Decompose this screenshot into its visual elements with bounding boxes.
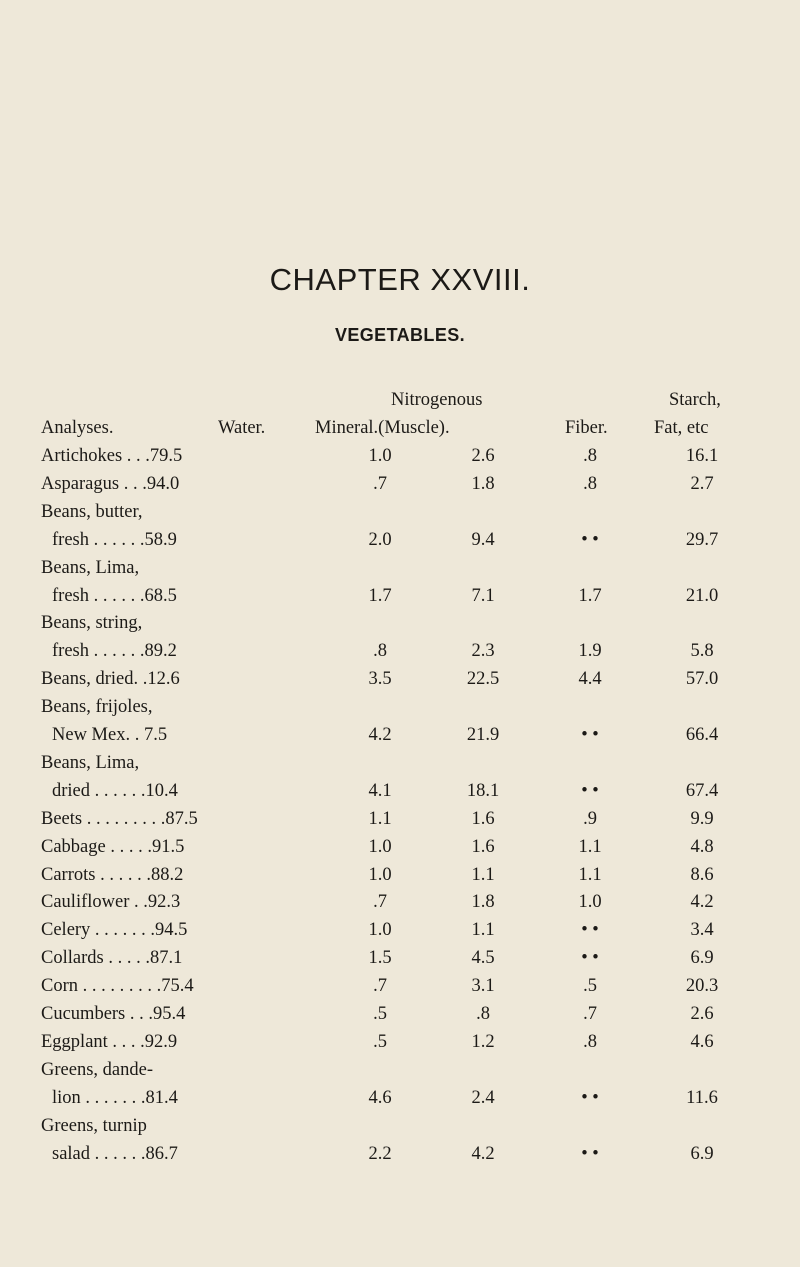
table-row <box>0 613 800 641</box>
fiber-value: .8 <box>583 1031 597 1052</box>
starch-fat-value: 20.3 <box>685 976 719 997</box>
nitrogenous-value: 2.4 <box>471 1087 495 1108</box>
table-row <box>0 948 800 976</box>
nitrogenous-value: 2.3 <box>471 641 495 662</box>
fiber-value: • • <box>581 725 599 745</box>
vegetable-name-water: lion . . . . . . .81.4 <box>52 1087 178 1108</box>
fiber-value: 1.7 <box>578 585 602 606</box>
vegetable-name-water: Beans, butter, <box>41 501 143 522</box>
fiber-value: • • <box>581 529 599 550</box>
starch-fat-value: 6.9 <box>690 948 714 969</box>
mineral-value: 1.0 <box>368 836 392 857</box>
nitrogenous-value: 1.6 <box>471 808 495 829</box>
vegetable-name-water: fresh . . . . . .58.9 <box>52 529 177 550</box>
table-row <box>0 530 800 558</box>
vegetable-name-water: Beans, Lima, <box>41 557 140 578</box>
nitrogenous-value: 4.2 <box>471 1143 495 1164</box>
table-row <box>0 725 800 753</box>
vegetable-name-water: Carrots . . . . . .88.2 <box>41 864 184 885</box>
table-row <box>0 1060 800 1088</box>
table-row <box>0 641 800 669</box>
table-row <box>0 920 800 948</box>
starch-fat-value: 57.0 <box>685 669 719 690</box>
nitrogenous-value: 21.9 <box>466 725 500 745</box>
nitrogenous-value: 18.1 <box>466 780 500 801</box>
table-row <box>0 1116 800 1144</box>
starch-fat-value: 8.6 <box>690 864 714 885</box>
vegetable-name-water: dried . . . . . .10.4 <box>52 780 178 801</box>
mineral-value: 1.5 <box>368 948 392 969</box>
starch-fat-value: 16.1 <box>685 446 719 466</box>
vegetable-name-water: Beans, dried. .12.6 <box>41 669 180 690</box>
mineral-value: 1.0 <box>368 864 392 885</box>
vegetable-name-water: Artichokes . . .79.5 <box>41 446 183 466</box>
starch-fat-value: 66.4 <box>685 725 719 745</box>
starch-fat-value: 4.2 <box>690 892 714 913</box>
nitrogenous-value: 1.8 <box>471 473 495 494</box>
nitrogenous-value: 7.1 <box>471 585 495 606</box>
table-row <box>0 892 800 920</box>
chapter-title: CHAPTER XXVIII. <box>269 262 531 297</box>
fiber-value: 1.1 <box>578 864 602 885</box>
fiber-value: .7 <box>583 1004 597 1024</box>
vegetable-name-water: Cucumbers . . .95.4 <box>41 1004 186 1024</box>
nitrogenous-value: 4.5 <box>471 948 495 969</box>
header-fiber: Fiber. <box>565 418 608 438</box>
mineral-value: .7 <box>373 473 387 494</box>
nitrogenous-value: 9.4 <box>471 529 495 550</box>
vegetable-name-water: Beans, string, <box>41 613 143 634</box>
vegetable-name-water: Greens, dande- <box>41 1059 153 1080</box>
starch-fat-value: 67.4 <box>685 780 719 801</box>
starch-fat-value: 21.0 <box>685 585 719 606</box>
fiber-value: • • <box>581 1143 599 1164</box>
table-row <box>0 976 800 1004</box>
vegetable-name-water: Greens, turnip <box>41 1115 147 1136</box>
vegetable-name-water: Corn . . . . . . . . .75.4 <box>41 976 194 997</box>
table-row <box>0 474 800 502</box>
vegetable-name-water: Beets . . . . . . . . .87.5 <box>41 808 198 829</box>
starch-fat-value: 4.6 <box>690 1031 714 1052</box>
starch-fat-value: 29.7 <box>685 529 719 550</box>
vegetable-name-water: Cabbage . . . . .91.5 <box>41 836 185 857</box>
mineral-value: 1.1 <box>368 808 392 829</box>
starch-fat-value: 6.9 <box>690 1143 714 1164</box>
vegetable-name-water: Eggplant . . . .92.9 <box>41 1031 178 1052</box>
starch-fat-value: 2.7 <box>690 473 714 494</box>
section-title: VEGETABLES. <box>334 325 466 345</box>
mineral-value: 2.0 <box>368 529 392 550</box>
mineral-value: 1.0 <box>368 446 392 466</box>
fiber-value: • • <box>581 948 599 969</box>
table-row <box>0 558 800 586</box>
header-analyses: Analyses. <box>41 418 114 438</box>
mineral-value: 4.6 <box>368 1087 392 1108</box>
mineral-value: 4.1 <box>368 780 392 801</box>
table-row <box>0 669 800 697</box>
mineral-value: .8 <box>373 641 387 662</box>
nitrogenous-value: 2.6 <box>471 446 495 466</box>
starch-fat-value: 11.6 <box>686 1087 718 1108</box>
table-row <box>0 1032 800 1060</box>
fiber-value: • • <box>581 780 599 801</box>
starch-fat-value: 3.4 <box>690 920 714 941</box>
nitrogenous-value: 3.1 <box>471 976 495 997</box>
fiber-value: .8 <box>583 446 597 466</box>
mineral-value: .7 <box>373 976 387 997</box>
starch-fat-value: 4.8 <box>690 836 714 857</box>
fiber-value: 1.1 <box>578 836 602 857</box>
nitrogenous-value: .8 <box>476 1004 490 1024</box>
nitrogenous-value: 22.5 <box>466 669 500 690</box>
table-row <box>0 865 800 893</box>
fiber-value: .5 <box>583 976 597 997</box>
header-mineral-muscle: Mineral.(Muscle). <box>315 418 450 438</box>
vegetable-name-water: Beans, Lima, <box>41 752 140 773</box>
table-row <box>0 446 800 474</box>
header-fat-etc: Fat, etc <box>654 418 709 438</box>
nitrogenous-value: 1.8 <box>471 892 495 913</box>
fiber-value: .9 <box>583 808 597 829</box>
fiber-value: 1.9 <box>578 641 602 662</box>
starch-fat-value: 2.6 <box>690 1004 714 1024</box>
vegetable-name-water: fresh . . . . . .89.2 <box>52 641 177 662</box>
fiber-value: .8 <box>583 473 597 494</box>
starch-fat-value: 9.9 <box>690 808 714 829</box>
table-row <box>0 1144 800 1172</box>
fiber-value: • • <box>581 920 599 941</box>
nitrogenous-value: 1.2 <box>471 1031 495 1052</box>
table-row <box>0 753 800 781</box>
mineral-value: .7 <box>373 892 387 913</box>
mineral-value: 1.7 <box>368 585 392 606</box>
nitrogenous-value: 1.6 <box>471 836 495 857</box>
mineral-value: 1.0 <box>368 920 392 941</box>
vegetable-name-water: Celery . . . . . . .94.5 <box>41 920 188 941</box>
starch-fat-value: 5.8 <box>690 641 714 662</box>
table-row <box>0 837 800 865</box>
nitrogenous-value: 1.1 <box>471 864 495 885</box>
table-row <box>0 809 800 837</box>
header-water: Water. <box>218 418 266 438</box>
vegetable-name-water: Asparagus . . .94.0 <box>41 473 180 494</box>
fiber-value: 4.4 <box>578 669 602 690</box>
nitrogenous-value: 1.1 <box>471 920 495 941</box>
mineral-value: 3.5 <box>368 669 392 690</box>
header-starch: Starch, <box>669 390 721 410</box>
mineral-value: 2.2 <box>368 1143 392 1164</box>
mineral-value: 4.2 <box>368 725 392 745</box>
table-row <box>0 502 800 530</box>
vegetable-name-water: salad . . . . . .86.7 <box>52 1143 178 1164</box>
vegetable-name-water: fresh . . . . . .68.5 <box>52 585 177 606</box>
table-row <box>0 1004 800 1032</box>
mineral-value: .5 <box>373 1004 387 1024</box>
mineral-value: .5 <box>373 1031 387 1052</box>
vegetable-name-water: Cauliflower . .92.3 <box>41 892 181 913</box>
vegetable-name-water: Collards . . . . .87.1 <box>41 948 183 969</box>
vegetable-name-water: New Mex. . 7.5 <box>52 725 168 745</box>
fiber-value: • • <box>581 1087 599 1108</box>
table-row <box>0 1088 800 1116</box>
table-row <box>0 697 800 725</box>
vegetable-name-water: Beans, frijoles, <box>41 697 153 718</box>
table-row <box>0 586 800 614</box>
header-nitrogenous: Nitrogenous <box>391 390 483 410</box>
table-row <box>0 781 800 809</box>
fiber-value: 1.0 <box>578 892 602 913</box>
